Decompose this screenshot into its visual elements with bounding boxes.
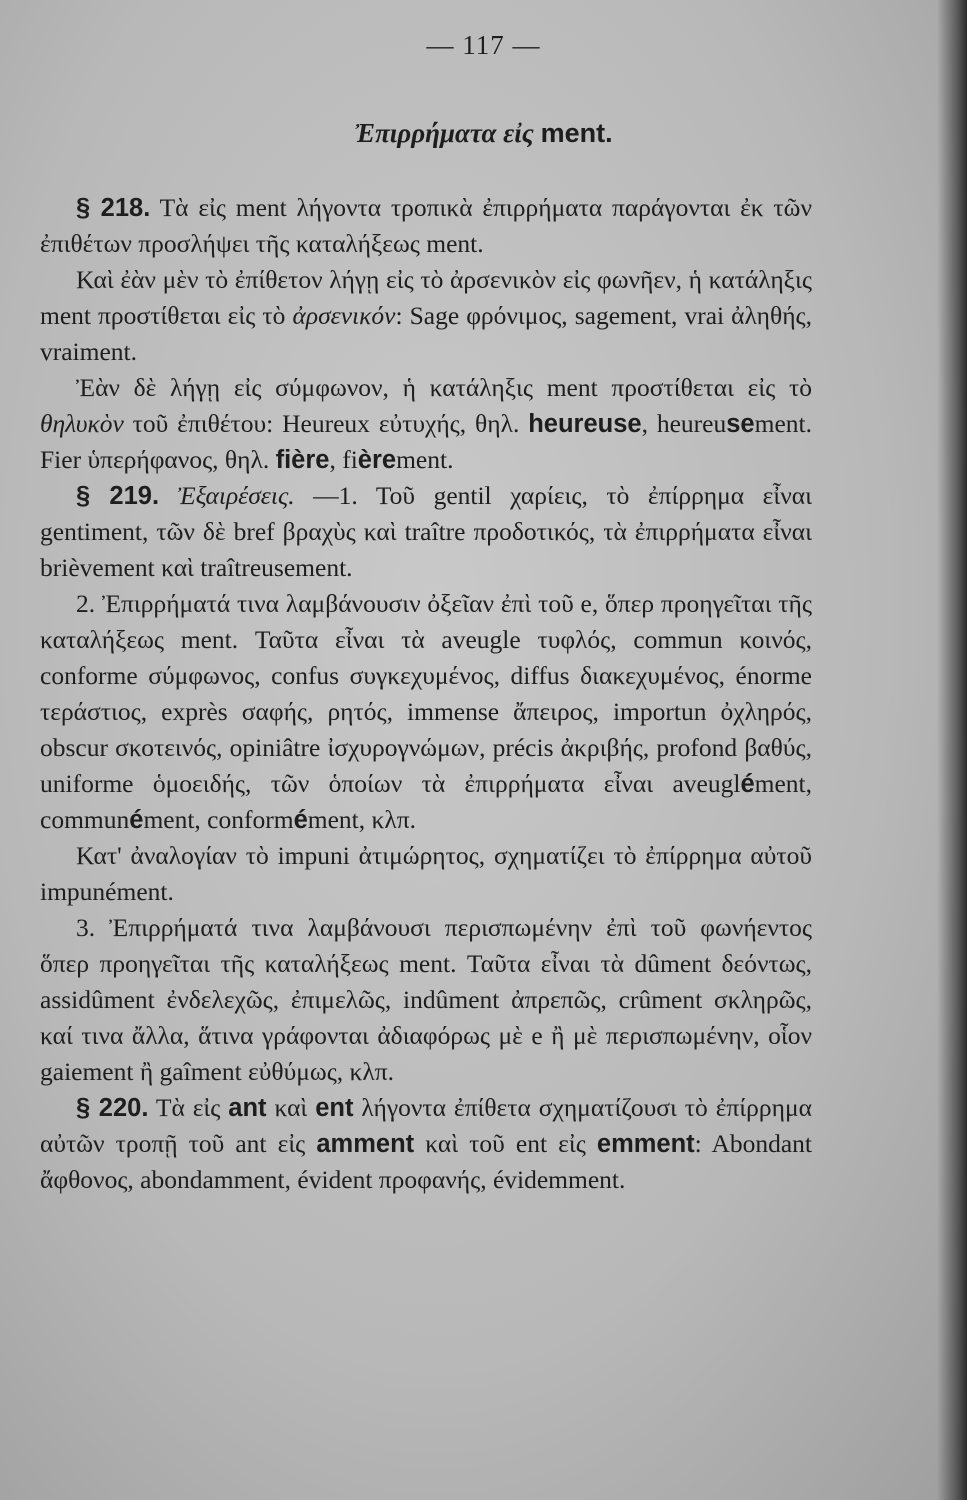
- bold-run: ent: [315, 1094, 354, 1122]
- text-run: καὶ: [266, 1093, 316, 1122]
- heading-greek: Ἐπιρρήματα εἰς: [354, 118, 534, 148]
- paragraph-218-consonant: [40, 370, 812, 478]
- page-number: — 117 —: [426, 30, 541, 60]
- paragraph-218: [40, 190, 812, 262]
- text-run: ment. Fier ὑπερήφανος, θηλ.: [40, 409, 812, 474]
- paragraph-218-vowel: [40, 262, 812, 370]
- paragraph-218-text: Τὰ εἰς ment λήγοντα τροπικὰ ἐπιρρήματα παράγονται ἐκ τῶν ἐπιθέτων προσλήψει τῆς καταλήξεως ment.: [40, 193, 812, 258]
- paragraph-219-accent: [40, 586, 812, 838]
- italic-run: Ἐξαιρέσεις.: [177, 481, 295, 510]
- text-run: ment, commun: [40, 769, 812, 834]
- paragraph-220: [40, 1090, 812, 1198]
- text-run: : Sage φρόνιμος, sagement, vrai ἀληθής, vraiment.: [40, 301, 813, 366]
- text-run: τοῦ ἐπιθέτου: Heureux εὐτυχής, θηλ.: [123, 409, 529, 438]
- section-number-219: § 219.: [76, 482, 160, 510]
- text-run: 2. Ἐπιρρήματά τινα λαμβάνουσιν ὀξεῖαν ἐπὶ τοῦ e, ὅπερ προηγεῖται τῆς καταλήξεως ment. Ταῦτα εἶναι τὰ aveugle τυφλός, commun κοινός, conforme σύμφωνος, confus συγκεχυμένος, diffus διακεχυμένος, énorme τεράστιος, exprès σαφής, ρητός, immense ἄπειρος, importun ὀχληρός, obscur σκοτεινός, opiniâtre ἰσχυρογνώμων, précis ἀκριβής, profond βαθύς, uniforme ὁμοειδής, τῶν ὁποίων τὰ ἐπιρρήματα εἶναι aveugl: [40, 589, 812, 798]
- bold-run: é: [740, 770, 755, 798]
- text-run: : Abondant ἄφθονος, abondamment, évident προφανής, évidemment.: [40, 1129, 813, 1194]
- section-number-220: § 220.: [76, 1094, 149, 1122]
- bold-run: amment: [316, 1130, 415, 1158]
- bold-run: se: [726, 410, 755, 438]
- italic-run: θηλυκὸν: [40, 409, 124, 438]
- bold-run: ère: [357, 446, 397, 474]
- text-run: ment, conform: [143, 805, 294, 834]
- paragraph-219: [40, 478, 812, 586]
- text-run: καὶ τοῦ ent εἰς: [414, 1129, 597, 1158]
- text-run: , heureu: [641, 409, 727, 438]
- bold-run: é: [293, 806, 308, 834]
- section-number-218: § 218.: [76, 194, 151, 222]
- heading-latin: ment.: [540, 118, 613, 148]
- bold-run: é: [129, 806, 144, 834]
- text-run: Τὰ εἰς: [148, 1093, 229, 1122]
- text-run: ment, κλπ.: [307, 805, 416, 834]
- text-run: Ἐὰν δὲ λήγῃ εἰς σύμφωνον, ἡ κατάληξις ment προστίθεται εἰς τὸ: [76, 373, 812, 402]
- text-run: , fi: [329, 445, 358, 474]
- bold-run: heureuse: [528, 410, 642, 438]
- bold-run: ant: [228, 1094, 267, 1122]
- bold-run: emment: [596, 1130, 695, 1158]
- body-text: [40, 190, 812, 1198]
- section-heading: [0, 118, 967, 149]
- text-run: ment.: [396, 445, 454, 474]
- paragraph-219-circumflex: 3. Ἐπιρρήματά τινα λαμβάνουσι περισπωμένην ἐπὶ τοῦ φωνήεντος ὅπερ προηγεῖται τῆς καταλήξεως ment. Ταῦτα εἶναι τὰ dûment δεόντως, assidûment ἐνδελεχῶς, ἐπιμελῶς, indûment ἀπρεπῶς, crûment σκληρῶς, καί τινα ἄλλα, ἅτινα γράφονται ἀδιαφόρως μὲ e ἢ μὲ περισπωμένην, οἷον gaiement ἢ gaîment εὐθύμως, κλπ.: [40, 913, 812, 1086]
- text-run: λήγοντα ἐπίθετα σχηματίζουσι τὸ ἐπίρρημα αὐτῶν τροπῇ τοῦ ant εἰς: [40, 1093, 812, 1158]
- italic-run: ἀρσενικόν: [292, 301, 396, 330]
- page-edge-shadow: [937, 0, 967, 1500]
- paragraph-219-text: —1. Τοῦ gentil χαρίεις, τὸ ἐπίρρημα εἶναι gentiment, τῶν δὲ bref βραχὺς καὶ traître προδοτικός, τὰ ἐπιρρήματα εἶναι brièvement καὶ traîtreusement.: [40, 481, 812, 582]
- paragraph-219-impuni: Κατ' ἀναλογίαν τὸ impuni ἀτιμώρητος, σχηματίζει τὸ ἐπίρρημα αὐτοῦ impunément.: [40, 841, 812, 906]
- text-run: Καὶ ἐὰν μὲν τὸ ἐπίθετον λήγῃ εἰς τὸ ἀρσενικὸν εἰς φωνῆεν, ἡ κατάληξις ment προστίθεται εἰς τὸ: [40, 265, 812, 330]
- bold-run: fière: [275, 446, 330, 474]
